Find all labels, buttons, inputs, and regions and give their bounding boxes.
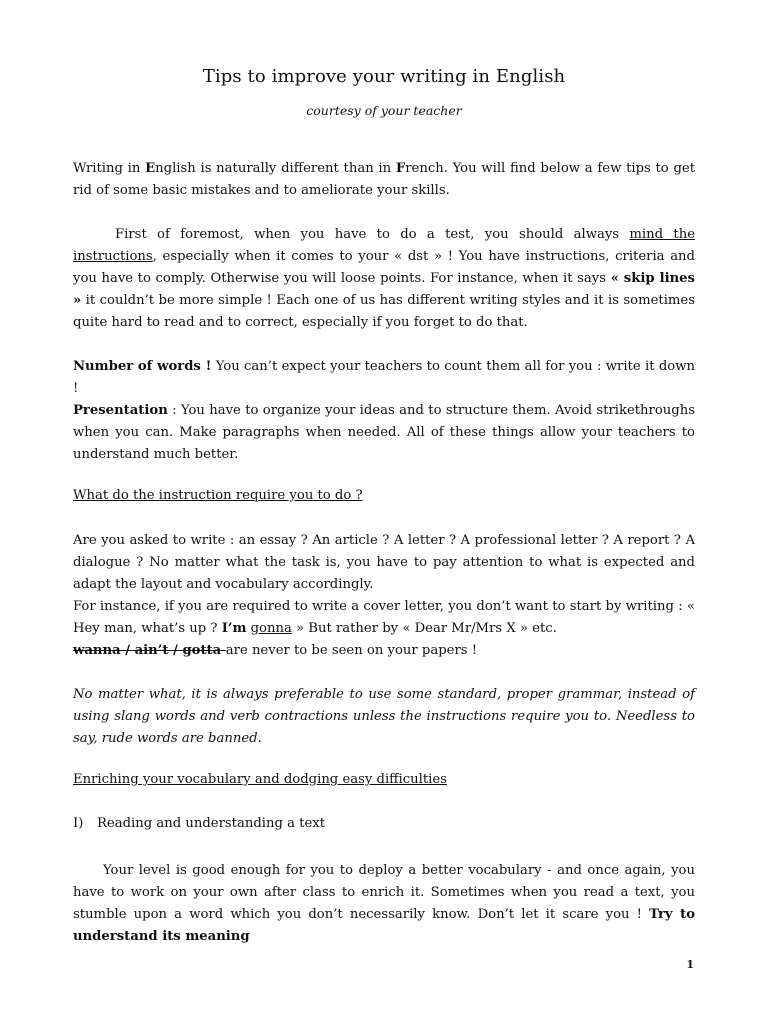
intro-initial-f: F (395, 161, 406, 176)
paragraph-text: You can’t expect your teachers to count them all for you : write it down ! (73, 359, 695, 396)
grammar-note-paragraph (73, 684, 695, 750)
intro-paragraph (73, 158, 695, 202)
words-presentation-paragraph (73, 356, 695, 466)
paragraph-text: Your level is good enough for you to deploy a better vocabulary - and once again, you have to work on your own after class to enrich it. Sometimes when you read a text, you stumble upon a word which you don’t necessarily know. Don’t let it scare you ! (73, 863, 695, 922)
intro-text: nglish is naturally different than in (155, 161, 396, 176)
intro-initial-e: E (145, 161, 156, 176)
number-of-words-label: Number of words ! (73, 359, 212, 374)
paragraph-text: For instance, if you are required to write a cover letter, you don’t want to start by writing : « Hey man, what’s up ? (73, 599, 695, 636)
page-number: 1 (686, 958, 694, 971)
im-text: I’m (221, 621, 247, 636)
instructions-paragraph (73, 224, 695, 334)
page-subtitle: courtesy of your teacher (306, 103, 462, 118)
paragraph-text: , especially when it comes to your « dst » ! You have instructions, criteria and you have to comply. Otherwise you will loose points. For instance, when it says (73, 249, 695, 286)
section-heading-instructions: What do the instruction require you to do ? (73, 488, 363, 503)
section-heading-vocabulary: Enriching your vocabulary and dodging easy difficulties (73, 772, 447, 787)
paragraph-text: » But rather by « Dear Mr/Mrs X » etc. (291, 621, 557, 636)
presentation-label: Presentation (73, 403, 168, 418)
list-item-number: I) (73, 816, 84, 831)
list-item-text: Reading and understanding a text (97, 816, 326, 831)
paragraph-text: are never to be seen on your papers ! (225, 643, 478, 658)
mind-instructions-text: mind the instructions (73, 227, 695, 264)
paragraph-text: : You have to organize your ideas and to structure them. Avoid strikethroughs when you can. Make paragraphs when needed. All of these things allow your teachers to understand much better. (73, 403, 695, 462)
intro-text: rench. You will find below a few tips to get rid of some basic mistakes and to ameliorate your skills. (73, 161, 696, 198)
list-item-reading (73, 816, 325, 831)
vocabulary-paragraph (73, 860, 695, 948)
paragraph-text: First of foremost, when you have to do a test, you should always (115, 227, 630, 242)
gonna-text: gonna (250, 621, 292, 636)
intro-text: Writing in (73, 161, 146, 176)
try-understand-text: Try to understand its meaning (73, 907, 695, 944)
page-title: Tips to improve your writing in English (202, 66, 566, 87)
paragraph-text: it couldn’t be more simple ! Each one of us has different writing styles and it is sometimes quite hard to read and to correct, especially if you forget to do that. (73, 293, 695, 330)
paragraph-text: Are you asked to write : an essay ? An article ? A letter ? A professional letter ? A report ? A dialogue ? No matter what the task is, you have to pay attention to what is expected and adapt the layout and vocabulary accordingly. (73, 533, 695, 592)
skip-lines-text: « skip lines » (73, 271, 695, 308)
task-types-paragraph (73, 530, 695, 662)
struck-slang-text: wanna / ain’t / gotta (73, 643, 226, 658)
paragraph-text: No matter what, it is always preferable to use some standard, proper grammar, instead of using slang words and verb contractions unless the instructions require you to. Needless to say, rude words are banned. (73, 687, 695, 746)
